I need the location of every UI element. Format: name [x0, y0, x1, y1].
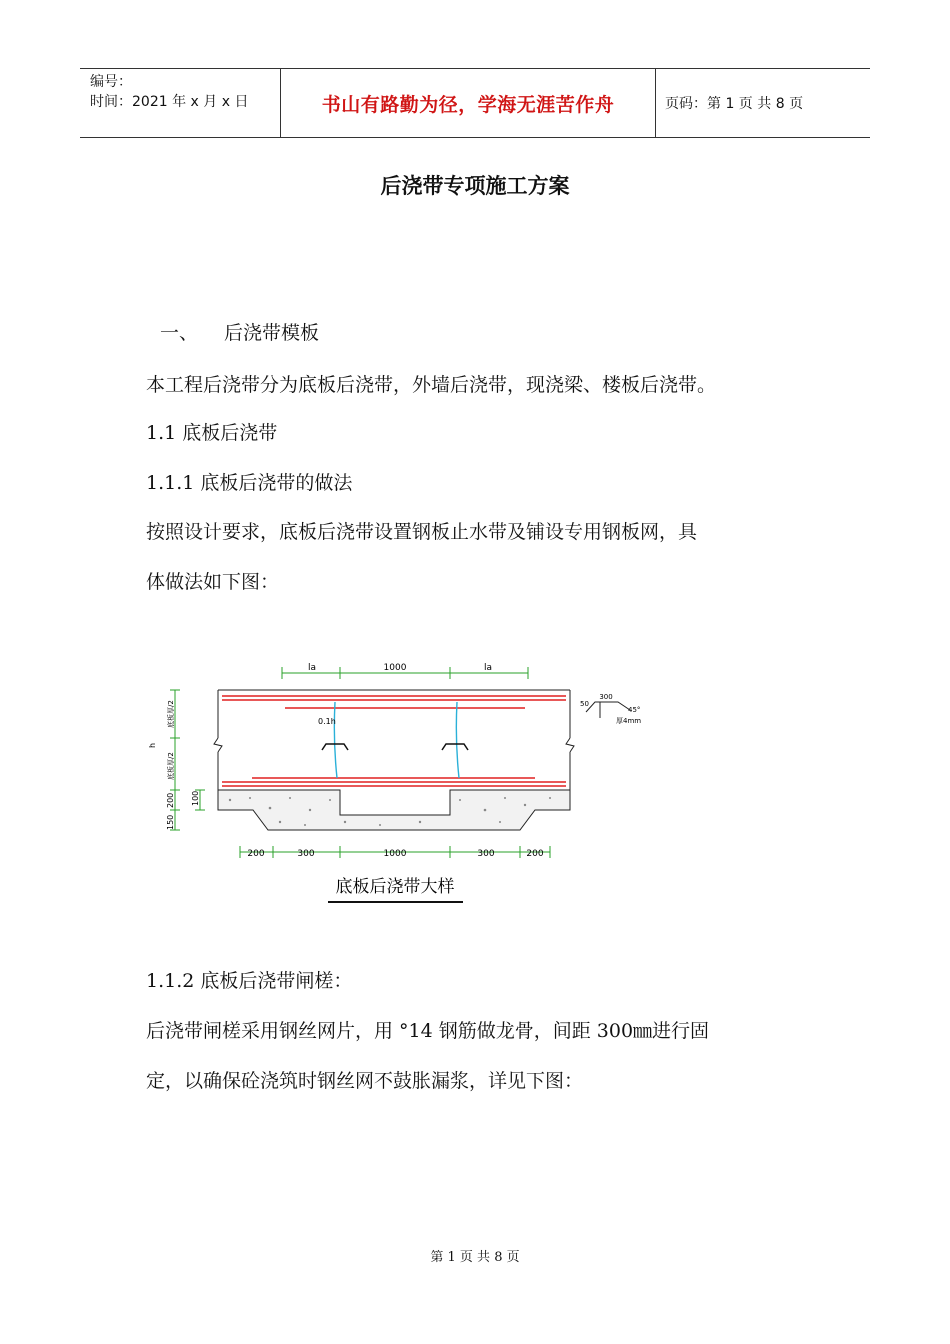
section-heading-1: [160, 321, 319, 345]
dim-top-la-right: la: [483, 663, 493, 673]
detail-45: 45°: [628, 706, 641, 714]
intro-paragraph: 本工程后浇带分为底板后浇带，外墙后浇带，现浇梁、楼板后浇带。: [146, 374, 717, 396]
rebar: [222, 696, 566, 786]
dim-bottom-300-left: 300: [297, 849, 315, 859]
header-motto: 书山有路勤为径，学海无涯苦作舟: [321, 93, 615, 116]
paragraph-1-line-1: 按照设计要求，底板后浇带设置钢板止水带及铺设专用钢板网，具: [146, 521, 698, 543]
paragraph-2-line-2: 定，以确保砼浇筑时钢丝网不鼓胀漏浆，详见下图：: [146, 1070, 584, 1092]
section-title: 后浇带模板: [224, 322, 320, 344]
page-footer: 第 1 页 共 8 页: [430, 1250, 520, 1265]
dim-bottom-300-right: 300: [477, 849, 495, 859]
concrete-cushion: [218, 790, 570, 830]
label-0-1h: 0.1h: [318, 717, 336, 726]
dim-top-la-left: la: [307, 663, 317, 673]
detail-300: 300: [599, 693, 613, 701]
dim-left-100: 100: [191, 790, 200, 806]
heading-1-1-2: 1.1.2 底板后浇带闸槎：: [146, 970, 353, 992]
header-left: [80, 69, 280, 137]
header-page-info: 页码：第 1 页 共 8 页: [665, 96, 804, 112]
header-motto-cell: [280, 69, 656, 137]
detail-50: 50: [580, 700, 589, 708]
heading-1-1: 1.1 底板后浇带: [146, 422, 278, 444]
slab-post-cast-strip-drawing: [140, 650, 680, 910]
figure-caption: 底板后浇带大样: [335, 877, 455, 897]
left-dimension-line: [170, 690, 205, 830]
dim-bottom-1000: 1000: [383, 849, 407, 859]
detail-thickness: 厚4mm: [616, 717, 642, 725]
heading-1-1-1: 1.1.1 底板后浇带的做法: [146, 472, 353, 494]
dim-left-half-thickness-bottom: 底板厚/2: [167, 752, 175, 780]
dim-bottom-200-left: 200: [247, 849, 265, 859]
steel-mesh-waterstop: [334, 702, 459, 778]
waterstop-plates: [322, 744, 468, 750]
section-number: 一、: [160, 322, 199, 344]
dim-bottom-200-right: 200: [526, 849, 544, 859]
waterstop-detail: [586, 702, 630, 718]
dim-left-h: h: [148, 742, 157, 748]
dim-top-1000: 1000: [383, 663, 407, 673]
dim-left-150: 150: [166, 814, 175, 830]
paragraph-1-line-2: 体做法如下图：: [146, 571, 280, 593]
dim-left-200: 200: [166, 792, 175, 808]
document-title: 后浇带专项施工方案: [380, 174, 570, 198]
page-header: [80, 68, 870, 138]
document-number-label: 编号：: [90, 74, 132, 90]
paragraph-2-line-1: 后浇带闸槎采用钢丝网片，用 °14 钢筋做龙骨，间距 300㎜进行固: [146, 1020, 710, 1042]
dim-left-half-thickness-top: 底板厚/2: [167, 700, 175, 728]
slab-outline: [214, 690, 574, 790]
document-time-label: 时间：2021 年 x 月 x 日: [90, 94, 249, 110]
